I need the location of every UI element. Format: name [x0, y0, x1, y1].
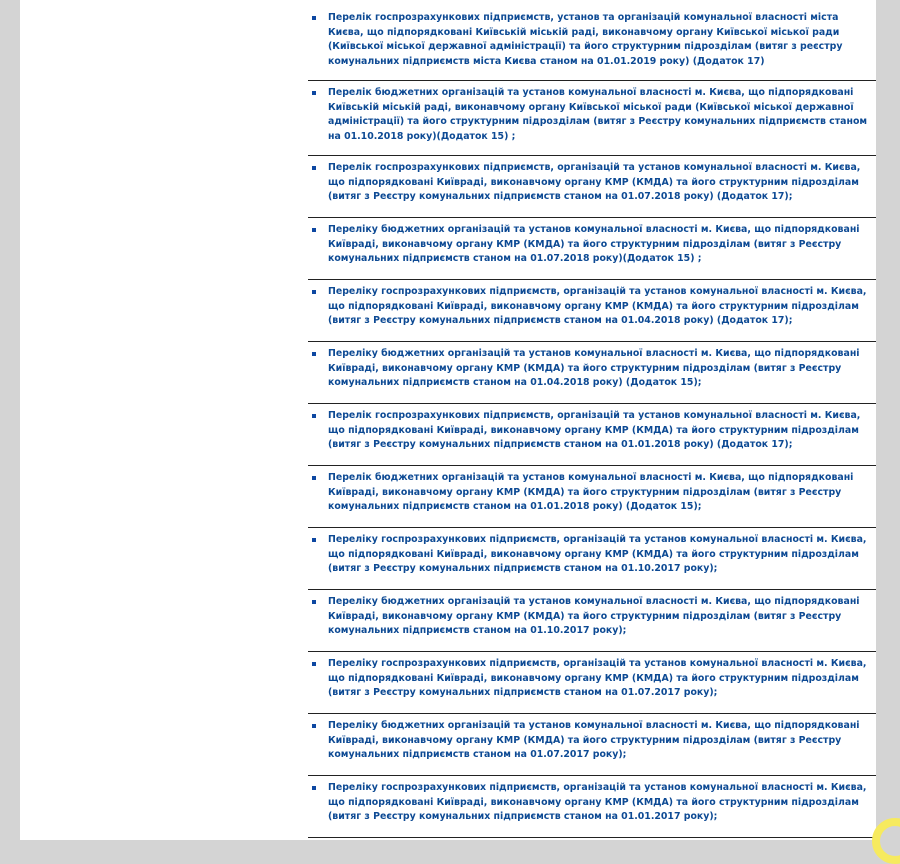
list-item [308, 466, 876, 528]
document-link[interactable]: Переліку бюджетних організацій та установ комунальної власності м. Києва, що підпорядковані Київраді, виконавчому органу КМР (КМДА) та його структурним підрозділам (витяг з Реєстру комунальних підприємств станом на 01.10.2017 року); [328, 596, 860, 636]
document-link[interactable]: Переліку госпрозрахункових підприємств, організацій та установ комунальної власності м. Києва, що підпорядковані Київраді, виконавчому органу КМР (КМДА) та його структурним підрозділам (витяг з Реєстру комунальних підприємств станом на 01.10.2017 року); [328, 534, 867, 574]
document-link[interactable]: Переліку бюджетних організацій та установ комунальної власності м. Києва, що підпорядковані Київраді, виконавчому органу КМР (КМДА) та його структурним підрозділам (витяг з Реєстру комунальних підприємств станом на 01.07.2018 року)(Додаток 15) ; [328, 224, 860, 264]
square-bullet-icon [312, 724, 316, 728]
list-item [308, 280, 876, 342]
list-item [308, 81, 876, 156]
document-link[interactable]: Перелік госпрозрахункових підприємств, установ та організацій комунальної власності міста Києва, що підпорядковані Київській міській раді, виконавчому органу Київської міської ради (Київської міської державної адміністрації) та його структурним підрозділам (витяг з реєстру комунальних підприємств міста Києва станом на 01.01.2019 року) (Додаток 17) [328, 12, 843, 67]
list-item [308, 218, 876, 280]
list-item [308, 528, 876, 590]
document-link[interactable]: Переліку госпрозрахункових підприємств, організацій та установ комунальної власності м. Києва, що підпорядковані Київраді, виконавчому органу КМР (КМДА) та його структурним підрозділам (витяг з Реєстру комунальних підприємств станом на 01.01.2017 року); [328, 782, 867, 822]
list-item [308, 590, 876, 652]
square-bullet-icon [312, 786, 316, 790]
list-item [308, 404, 876, 466]
list-item [308, 776, 876, 838]
document-link[interactable]: Переліку бюджетних організацій та установ комунальної власності м. Києва, що підпорядковані Київраді, виконавчому органу КМР (КМДА) та його структурним підрозділам (витяг з Реєстру комунальних підприємств станом на 01.04.2018 року) (Додаток 15); [328, 348, 860, 388]
document-link[interactable]: Перелік госпрозрахункових підприємств, організацій та установ комунальної власності м. Києва, що підпорядковані Київраді, виконавчому органу КМР (КМДА) та його структурним підрозділам (витяг з Реєстру комунальних підприємств станом на 01.01.2018 року) (Додаток 17); [328, 410, 861, 450]
list-item [308, 652, 876, 714]
document-link[interactable]: Перелік бюджетних організацій та установ комунальної власності м. Києва, що підпорядковані Київраді, виконавчому органу КМР (КМДА) та його структурним підрозділам (витяг з Реєстру комунальних підприємств станом на 01.01.2018 року) (Додаток 15); [328, 472, 854, 512]
document-link[interactable]: Переліку госпрозрахункових підприємств, організацій та установ комунальної власності м. Києва, що підпорядковані Київраді, виконавчому органу КМР (КМДА) та його структурним підрозділам (витяг з Реєстру комунальних підприємств станом на 01.04.2018 року) (Додаток 17); [328, 286, 867, 326]
square-bullet-icon [312, 538, 316, 542]
list-item [308, 156, 876, 218]
square-bullet-icon [312, 290, 316, 294]
square-bullet-icon [312, 16, 316, 20]
list-item [308, 714, 876, 776]
square-bullet-icon [312, 662, 316, 666]
square-bullet-icon [312, 414, 316, 418]
document-link[interactable]: Перелік бюджетних організацій та установ комунальної власності м. Києва, що підпорядковані Київській міській раді, виконавчому органу Київської міської ради (Київської міської державної адміністрації) та його структурним підрозділам (витяг з Реєстру комунальних підприємств станом на 01.10.2018 року)(Додаток 15) ; [328, 87, 868, 142]
square-bullet-icon [312, 600, 316, 604]
cursor-highlight-icon [872, 818, 900, 864]
square-bullet-icon [312, 476, 316, 480]
document-list [308, 6, 876, 838]
square-bullet-icon [312, 228, 316, 232]
square-bullet-icon [312, 352, 316, 356]
list-item [308, 6, 876, 81]
list-item [308, 342, 876, 404]
document-link[interactable]: Переліку бюджетних організацій та установ комунальної власності м. Києва, що підпорядковані Київраді, виконавчому органу КМР (КМДА) та його структурним підрозділам (витяг з Реєстру комунальних підприємств станом на 01.07.2017 року); [328, 720, 860, 760]
page-content [20, 0, 876, 840]
square-bullet-icon [312, 91, 316, 95]
document-link[interactable]: Перелік госпрозрахункових підприємств, організацій та установ комунальної власності м. Києва, що підпорядковані Київраді, виконавчому органу КМР (КМДА) та його структурним підрозділам (витяг з Реєстру комунальних підприємств станом на 01.07.2018 року) (Додаток 17); [328, 162, 861, 202]
square-bullet-icon [312, 166, 316, 170]
document-link[interactable]: Переліку госпрозрахункових підприємств, організацій та установ комунальної власності м. Києва, що підпорядковані Київраді, виконавчому органу КМР (КМДА) та його структурним підрозділам (витяг з Реєстру комунальних підприємств станом на 01.07.2017 року); [328, 658, 867, 698]
